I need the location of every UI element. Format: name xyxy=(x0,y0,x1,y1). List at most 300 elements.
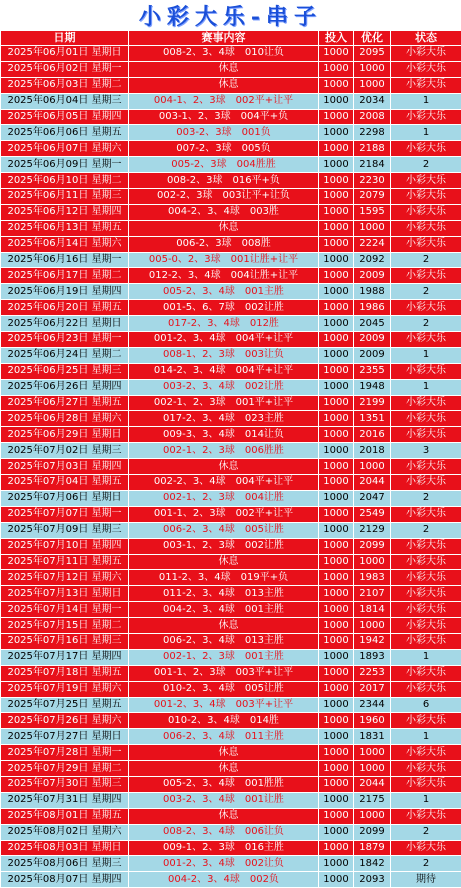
row-match-pick: 004平+负 xyxy=(241,110,288,124)
row-optimize: 2009 xyxy=(354,347,391,363)
row-optimize: 1000 xyxy=(354,77,391,93)
row-optimize: 2298 xyxy=(354,125,391,141)
row-input: 1000 xyxy=(319,713,354,729)
row-match-pick: 010让负 xyxy=(245,46,284,60)
row-input: 1000 xyxy=(319,427,354,443)
row-status: 1 xyxy=(391,379,461,395)
row-status: 小彩大乐 xyxy=(391,776,461,792)
row-match-goals: 010-2、3、4球 xyxy=(168,714,240,728)
row-optimize: 1000 xyxy=(354,220,391,236)
row-match-pick: 休息 xyxy=(219,221,239,235)
row-input: 1000 xyxy=(319,856,354,872)
table-row xyxy=(1,363,461,379)
table-row xyxy=(1,522,461,538)
row-match-pick: 016主胜 xyxy=(245,841,284,855)
row-optimize: 1351 xyxy=(354,411,391,427)
row-match xyxy=(129,633,319,649)
row-match-goals: 004-1、2、3球 xyxy=(154,94,226,108)
row-input: 1000 xyxy=(319,586,354,602)
row-match-goals: 002-1、2、3球 xyxy=(163,491,235,505)
row-match-goals: 011-2、3、4球 xyxy=(159,571,231,585)
row-status: 小彩大乐 xyxy=(391,475,461,491)
row-optimize: 1942 xyxy=(354,633,391,649)
table-row xyxy=(1,252,461,268)
row-match-goals: 005-2、3、4球 xyxy=(163,285,235,299)
row-date: 2025年06月07日 星期六 xyxy=(1,141,129,157)
row-match-goals: 017-2、3、4球 xyxy=(163,412,235,426)
row-match xyxy=(129,220,319,236)
row-match xyxy=(129,395,319,411)
row-optimize: 2230 xyxy=(354,173,391,189)
row-status: 2 xyxy=(391,824,461,840)
table-row xyxy=(1,125,461,141)
table-row xyxy=(1,506,461,522)
row-match-pick: 005让胜 xyxy=(245,682,284,696)
title-bar xyxy=(0,0,461,30)
table-row xyxy=(1,761,461,777)
row-match-pick: 014让负 xyxy=(245,428,284,442)
row-input: 1000 xyxy=(319,93,354,109)
row-date: 2025年07月12日 星期六 xyxy=(1,570,129,586)
row-status: 小彩大乐 xyxy=(391,538,461,554)
row-match-pick: 003胜 xyxy=(250,205,279,219)
row-match xyxy=(129,570,319,586)
row-status: 1 xyxy=(391,125,461,141)
row-match xyxy=(129,379,319,395)
table-row xyxy=(1,173,461,189)
row-optimize: 2095 xyxy=(354,46,391,62)
row-match-pick: 休息 xyxy=(219,762,239,776)
row-match-goals: 004-2、3、4球 xyxy=(168,873,240,887)
row-match-goals: 010-2、3、4球 xyxy=(163,682,235,696)
row-match-pick: 001平+让平 xyxy=(236,396,293,410)
row-input: 1000 xyxy=(319,236,354,252)
row-match-goals: 001-1、2、3球 xyxy=(154,507,226,521)
row-status: 小彩大乐 xyxy=(391,808,461,824)
row-optimize: 1986 xyxy=(354,300,391,316)
row-date: 2025年07月02日 星期三 xyxy=(1,443,129,459)
table-row xyxy=(1,109,461,125)
row-status: 小彩大乐 xyxy=(391,681,461,697)
row-input: 1000 xyxy=(319,173,354,189)
table-row xyxy=(1,856,461,872)
row-match xyxy=(129,332,319,348)
row-match xyxy=(129,697,319,713)
row-date: 2025年06月02日 星期一 xyxy=(1,61,129,77)
row-match-goals: 008-2、3球 xyxy=(167,174,222,188)
row-match-pick: 004平+让平 xyxy=(236,475,293,489)
table-row xyxy=(1,776,461,792)
row-date: 2025年07月31日 星期四 xyxy=(1,792,129,808)
row-match-goals: 009-3、3、4球 xyxy=(163,428,235,442)
row-input: 1000 xyxy=(319,665,354,681)
row-optimize: 2047 xyxy=(354,490,391,506)
results-table xyxy=(0,30,461,888)
row-date: 2025年06月27日 星期五 xyxy=(1,395,129,411)
table-row xyxy=(1,300,461,316)
row-status: 2 xyxy=(391,157,461,173)
row-match xyxy=(129,268,319,284)
row-date: 2025年08月07日 星期四 xyxy=(1,872,129,888)
table-row xyxy=(1,268,461,284)
row-input: 1000 xyxy=(319,554,354,570)
row-match-goals: 001-2、3、4球 xyxy=(163,857,235,871)
row-match-goals: 008-2、3、4球 xyxy=(163,825,235,839)
row-optimize: 2079 xyxy=(354,189,391,205)
row-match xyxy=(129,649,319,665)
row-status: 2 xyxy=(391,490,461,506)
row-match xyxy=(129,189,319,205)
row-input: 1000 xyxy=(319,681,354,697)
row-match-pick: 002负 xyxy=(250,873,279,887)
row-match-goals: 006-2、3、4球 xyxy=(163,730,235,744)
table-row xyxy=(1,554,461,570)
row-optimize: 2344 xyxy=(354,697,391,713)
row-match xyxy=(129,538,319,554)
row-input: 1000 xyxy=(319,697,354,713)
table-row xyxy=(1,61,461,77)
row-status: 小彩大乐 xyxy=(391,761,461,777)
row-optimize: 1000 xyxy=(354,61,391,77)
row-date: 2025年06月22日 星期日 xyxy=(1,316,129,332)
row-match-pick: 001主胜 xyxy=(245,285,284,299)
table-row xyxy=(1,220,461,236)
row-match xyxy=(129,284,319,300)
row-date: 2025年06月16日 星期一 xyxy=(1,252,129,268)
row-status: 小彩大乐 xyxy=(391,665,461,681)
row-date: 2025年07月14日 星期一 xyxy=(1,602,129,618)
row-match-pick: 休息 xyxy=(219,809,239,823)
row-input: 1000 xyxy=(319,570,354,586)
row-match-goals: 002-1、2、3球 xyxy=(154,396,226,410)
row-date: 2025年06月12日 星期四 xyxy=(1,204,129,220)
header-match: 赛事内容 xyxy=(129,31,319,46)
row-match xyxy=(129,173,319,189)
row-match xyxy=(129,46,319,62)
row-optimize: 2549 xyxy=(354,506,391,522)
row-optimize: 2044 xyxy=(354,776,391,792)
row-date: 2025年06月26日 星期四 xyxy=(1,379,129,395)
row-status: 小彩大乐 xyxy=(391,602,461,618)
row-status: 1 xyxy=(391,347,461,363)
row-match xyxy=(129,665,319,681)
row-optimize: 2224 xyxy=(354,236,391,252)
row-match-goals: 002-1、2、3球 xyxy=(163,650,235,664)
row-optimize: 1831 xyxy=(354,729,391,745)
row-match-goals: 002-2、3球 xyxy=(157,189,212,203)
row-match-goals: 014-2、3、4球 xyxy=(154,364,226,378)
row-status: 2 xyxy=(391,522,461,538)
header-optimize: 优化 xyxy=(354,31,391,46)
row-match-goals: 003-2、3、4球 xyxy=(163,380,235,394)
row-optimize: 2253 xyxy=(354,665,391,681)
row-input: 1000 xyxy=(319,649,354,665)
table-row xyxy=(1,475,461,491)
row-date: 2025年07月15日 星期二 xyxy=(1,618,129,634)
row-status: 小彩大乐 xyxy=(391,109,461,125)
row-match xyxy=(129,824,319,840)
row-input: 1000 xyxy=(319,125,354,141)
table-row xyxy=(1,633,461,649)
row-match-pick: 005负 xyxy=(242,142,271,156)
row-match xyxy=(129,586,319,602)
row-match-pick: 014胜 xyxy=(250,714,279,728)
row-match-pick: 003平+让平 xyxy=(236,698,293,712)
row-match xyxy=(129,808,319,824)
table-row xyxy=(1,459,461,475)
row-optimize: 2018 xyxy=(354,443,391,459)
header-date: 日期 xyxy=(1,31,129,46)
row-date: 2025年07月03日 星期四 xyxy=(1,459,129,475)
table-row xyxy=(1,490,461,506)
row-input: 1000 xyxy=(319,395,354,411)
row-status: 小彩大乐 xyxy=(391,745,461,761)
row-input: 1000 xyxy=(319,46,354,62)
table-row xyxy=(1,284,461,300)
row-match-goals: 003-2、3、4球 xyxy=(163,793,235,807)
row-match xyxy=(129,856,319,872)
row-match-goals: 006-2、3球 xyxy=(176,237,231,251)
row-match-pick: 006胜胜 xyxy=(245,444,284,458)
row-input: 1000 xyxy=(319,824,354,840)
row-match xyxy=(129,411,319,427)
row-match-pick: 004让胜 xyxy=(245,491,284,505)
row-input: 1000 xyxy=(319,61,354,77)
row-date: 2025年06月25日 星期三 xyxy=(1,363,129,379)
row-input: 1000 xyxy=(319,300,354,316)
row-optimize: 2044 xyxy=(354,475,391,491)
row-match-goals: 006-2、3、4球 xyxy=(163,523,235,537)
row-match xyxy=(129,681,319,697)
row-match xyxy=(129,792,319,808)
row-match-pick: 012胜 xyxy=(250,317,279,331)
row-date: 2025年06月23日 星期一 xyxy=(1,332,129,348)
page-title: 小彩大乐-串子 xyxy=(139,0,322,31)
row-status: 小彩大乐 xyxy=(391,46,461,62)
table-row xyxy=(1,649,461,665)
row-input: 1000 xyxy=(319,77,354,93)
row-match-pick: 002让负 xyxy=(245,857,284,871)
row-optimize: 1000 xyxy=(354,459,391,475)
row-match-pick: 休息 xyxy=(219,78,239,92)
row-status: 小彩大乐 xyxy=(391,459,461,475)
row-match xyxy=(129,141,319,157)
row-status: 小彩大乐 xyxy=(391,427,461,443)
row-status: 6 xyxy=(391,697,461,713)
row-status: 小彩大乐 xyxy=(391,77,461,93)
row-match-goals: 002-1、2、3球 xyxy=(163,444,235,458)
row-date: 2025年07月18日 星期五 xyxy=(1,665,129,681)
row-input: 1000 xyxy=(319,204,354,220)
row-optimize: 2355 xyxy=(354,363,391,379)
row-optimize: 1000 xyxy=(354,761,391,777)
row-match xyxy=(129,761,319,777)
row-optimize: 1814 xyxy=(354,602,391,618)
row-input: 1000 xyxy=(319,745,354,761)
row-match xyxy=(129,157,319,173)
table-row xyxy=(1,157,461,173)
row-match-goals: 017-2、3、4球 xyxy=(168,317,240,331)
row-match-goals: 011-2、3、4球 xyxy=(163,587,235,601)
row-input: 1000 xyxy=(319,840,354,856)
row-match xyxy=(129,602,319,618)
table-row xyxy=(1,745,461,761)
row-match xyxy=(129,443,319,459)
row-match-pick: 休息 xyxy=(219,62,239,76)
row-input: 1000 xyxy=(319,411,354,427)
table-row xyxy=(1,808,461,824)
row-optimize: 1000 xyxy=(354,618,391,634)
header-status: 状态 xyxy=(391,31,461,46)
row-date: 2025年08月02日 星期六 xyxy=(1,824,129,840)
row-date: 2025年06月09日 星期一 xyxy=(1,157,129,173)
table-row xyxy=(1,46,461,62)
row-match-pick: 004平+让平 xyxy=(236,364,293,378)
row-date: 2025年07月17日 星期四 xyxy=(1,649,129,665)
row-date: 2025年06月17日 星期二 xyxy=(1,268,129,284)
row-match xyxy=(129,490,319,506)
row-input: 1000 xyxy=(319,761,354,777)
row-match-pick: 006让负 xyxy=(245,825,284,839)
row-date: 2025年07月19日 星期六 xyxy=(1,681,129,697)
table-header xyxy=(1,31,461,46)
row-status: 小彩大乐 xyxy=(391,332,461,348)
row-match-pick: 013主胜 xyxy=(245,634,284,648)
row-optimize: 2008 xyxy=(354,109,391,125)
row-status: 小彩大乐 xyxy=(391,300,461,316)
row-date: 2025年07月09日 星期三 xyxy=(1,522,129,538)
row-match-pick: 002平+让平 xyxy=(236,94,293,108)
row-match xyxy=(129,729,319,745)
row-optimize: 2175 xyxy=(354,792,391,808)
row-optimize: 2017 xyxy=(354,681,391,697)
table-row xyxy=(1,395,461,411)
row-date: 2025年07月27日 星期日 xyxy=(1,729,129,745)
row-match-goals: 004-2、3、4球 xyxy=(168,205,240,219)
row-optimize: 1000 xyxy=(354,554,391,570)
row-match-pick: 005让胜 xyxy=(245,523,284,537)
row-match-pick: 003让平+让负 xyxy=(222,189,289,203)
row-match xyxy=(129,522,319,538)
row-status: 小彩大乐 xyxy=(391,840,461,856)
row-match xyxy=(129,459,319,475)
row-match-goals: 009-1、2、3球 xyxy=(163,841,235,855)
row-optimize: 1879 xyxy=(354,840,391,856)
row-status: 期待 xyxy=(391,872,461,888)
row-optimize: 2099 xyxy=(354,824,391,840)
row-status: 2 xyxy=(391,316,461,332)
row-date: 2025年07月07日 星期一 xyxy=(1,506,129,522)
row-date: 2025年08月01日 星期五 xyxy=(1,808,129,824)
row-status: 小彩大乐 xyxy=(391,506,461,522)
row-match xyxy=(129,363,319,379)
row-input: 1000 xyxy=(319,109,354,125)
row-input: 1000 xyxy=(319,618,354,634)
table-row xyxy=(1,379,461,395)
row-date: 2025年06月03日 星期二 xyxy=(1,77,129,93)
row-match-pick: 004让胜+让平 xyxy=(231,269,298,283)
row-match xyxy=(129,93,319,109)
row-input: 1000 xyxy=(319,633,354,649)
row-status: 小彩大乐 xyxy=(391,554,461,570)
row-match-pick: 休息 xyxy=(219,619,239,633)
row-match-pick: 001让胜 xyxy=(245,793,284,807)
row-status: 3 xyxy=(391,443,461,459)
row-match-pick: 023主胜 xyxy=(245,412,284,426)
table-row xyxy=(1,93,461,109)
row-match-goals: 008-1、2、3球 xyxy=(163,348,235,362)
row-match-pick: 002让胜 xyxy=(245,539,284,553)
row-match xyxy=(129,840,319,856)
row-date: 2025年06月10日 星期二 xyxy=(1,173,129,189)
row-status: 小彩大乐 xyxy=(391,173,461,189)
row-input: 1000 xyxy=(319,363,354,379)
row-match xyxy=(129,125,319,141)
row-match-goals: 001-5、6、7球 xyxy=(163,301,235,315)
row-match xyxy=(129,300,319,316)
row-match xyxy=(129,316,319,332)
row-input: 1000 xyxy=(319,872,354,888)
table-row xyxy=(1,141,461,157)
table-row xyxy=(1,347,461,363)
row-match-goals: 004-2、3、4球 xyxy=(163,603,235,617)
row-match-goals: 001-1、2、3球 xyxy=(154,666,226,680)
table-row xyxy=(1,586,461,602)
row-input: 1000 xyxy=(319,522,354,538)
row-status: 小彩大乐 xyxy=(391,363,461,379)
row-optimize: 2099 xyxy=(354,538,391,554)
row-match-goals: 006-2、3、4球 xyxy=(163,634,235,648)
row-match-pick: 001胜胜 xyxy=(245,777,284,791)
row-optimize: 1595 xyxy=(354,204,391,220)
row-input: 1000 xyxy=(319,284,354,300)
row-match-goals: 001-2、3、4球 xyxy=(154,698,226,712)
row-date: 2025年07月26日 星期六 xyxy=(1,713,129,729)
row-optimize: 2129 xyxy=(354,522,391,538)
row-date: 2025年08月06日 星期三 xyxy=(1,856,129,872)
row-input: 1000 xyxy=(319,189,354,205)
table-row xyxy=(1,570,461,586)
row-date: 2025年06月11日 星期三 xyxy=(1,189,129,205)
row-optimize: 2184 xyxy=(354,157,391,173)
row-match xyxy=(129,252,319,268)
row-optimize: 2034 xyxy=(354,93,391,109)
row-input: 1000 xyxy=(319,808,354,824)
row-date: 2025年07月06日 星期日 xyxy=(1,490,129,506)
row-match-pick: 013主胜 xyxy=(245,587,284,601)
table-row xyxy=(1,236,461,252)
row-status: 2 xyxy=(391,856,461,872)
row-match-pick: 019平+负 xyxy=(241,571,288,585)
row-match xyxy=(129,776,319,792)
row-match xyxy=(129,427,319,443)
row-input: 1000 xyxy=(319,332,354,348)
row-match xyxy=(129,713,319,729)
row-status: 小彩大乐 xyxy=(391,141,461,157)
row-status: 2 xyxy=(391,284,461,300)
row-status: 小彩大乐 xyxy=(391,189,461,205)
row-match-pick: 011主胜 xyxy=(245,730,284,744)
row-status: 小彩大乐 xyxy=(391,618,461,634)
table-row xyxy=(1,189,461,205)
table-row xyxy=(1,411,461,427)
row-match xyxy=(129,475,319,491)
row-date: 2025年06月13日 星期五 xyxy=(1,220,129,236)
row-match-pick: 016平+负 xyxy=(232,174,279,188)
row-match-pick: 003让负 xyxy=(245,348,284,362)
row-date: 2025年07月16日 星期三 xyxy=(1,633,129,649)
table-row xyxy=(1,77,461,93)
